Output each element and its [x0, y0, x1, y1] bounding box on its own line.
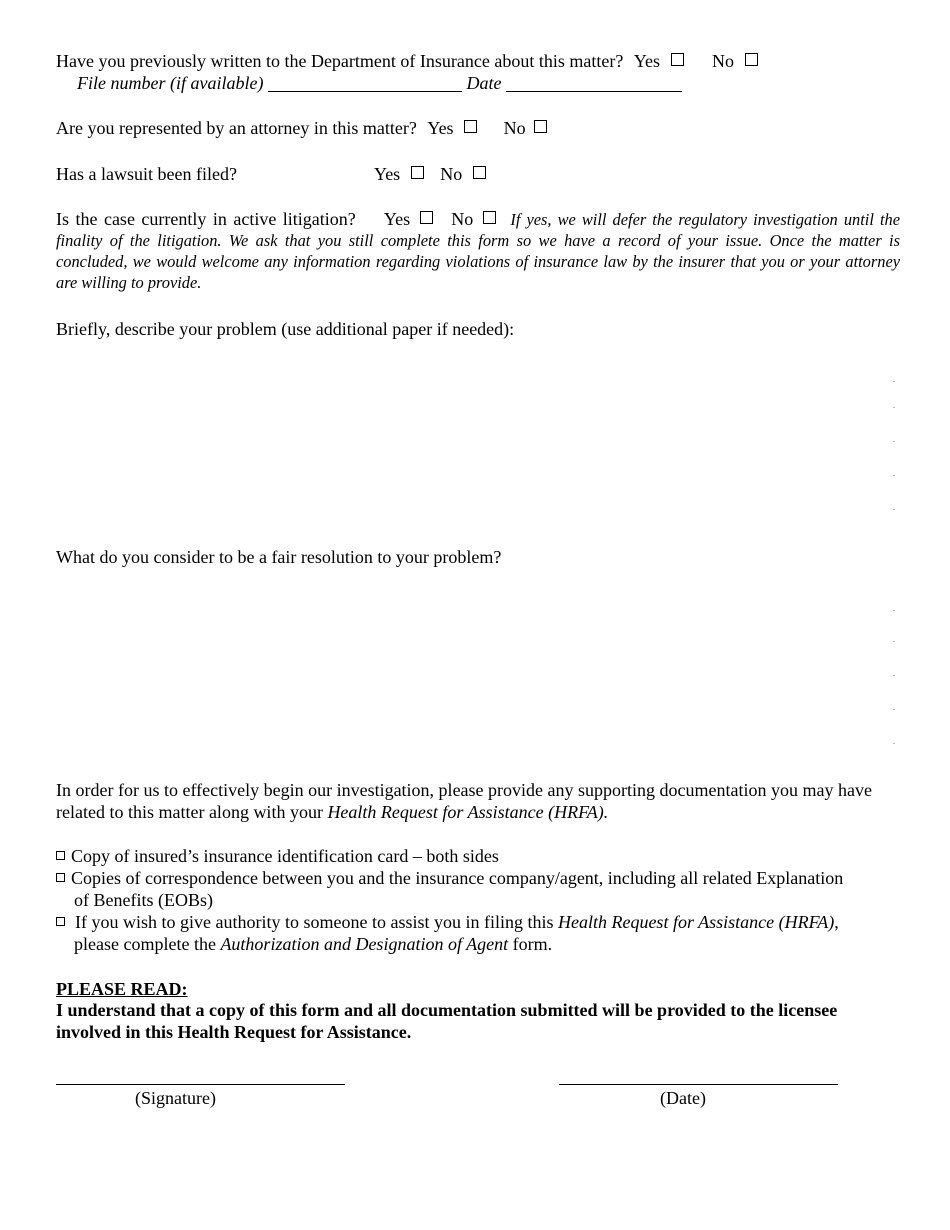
- q4-no-checkbox[interactable]: [483, 211, 496, 224]
- margin-dot: .: [893, 375, 895, 384]
- fair-resolution-area[interactable]: [56, 573, 896, 758]
- q2-no-checkbox[interactable]: [534, 120, 547, 133]
- question-attorney: Are you represented by an attorney in this matter? Yes No: [56, 117, 547, 139]
- please-read-heading: PLEASE READ:: [56, 979, 188, 999]
- question-active-litigation: Is the case currently in active litigation? Yes No If yes, we will defer the regulatory investigation until the finality of the litigation. We ask that you still complete this form so we have a record of your issue. Once the matter is concluded, we would welcome any information regarding violations of insurance law by the insurer that you or your attorney are willing to provide.: [56, 209, 900, 292]
- fair-resolution-label: What do you consider to be a fair resolution to your problem?: [56, 547, 502, 567]
- file-number-field[interactable]: [268, 75, 462, 92]
- question-previously-written: Have you previously written to the Department of Insurance about this matter? Yes No: [56, 50, 758, 72]
- question-lawsuit: Has a lawsuit been filed?: [56, 164, 237, 184]
- date-line[interactable]: [559, 1084, 838, 1085]
- checklist-box[interactable]: [56, 917, 65, 926]
- margin-dot: .: [893, 435, 895, 444]
- q3-yes-checkbox[interactable]: [411, 166, 424, 179]
- q1-yes-checkbox[interactable]: [671, 53, 684, 66]
- acknowledgement-statement: I understand that a copy of this form and all documentation submitted will be provided to the licensee involved in this Health Request for Assistance.: [56, 1000, 838, 1042]
- checklist-box[interactable]: [56, 873, 65, 882]
- signature-label: (Signature): [135, 1088, 216, 1108]
- margin-dot: .: [893, 469, 895, 478]
- date-label: (Date): [660, 1088, 706, 1108]
- margin-dot: .: [893, 401, 895, 410]
- describe-problem-area[interactable]: [56, 345, 896, 525]
- documentation-instructions: In order for us to effectively begin our investigation, please provide any supporting documentation you may have related to this matter along with your Health Request for Assistance (HRFA).: [56, 780, 872, 822]
- checklist-item-id-card: Copy of insured’s insurance identification card – both sides: [56, 845, 886, 867]
- margin-dot: .: [893, 669, 895, 678]
- margin-dot: .: [893, 635, 895, 644]
- margin-dot: .: [893, 737, 895, 746]
- file-number-row: File number (if available) Date: [77, 72, 682, 94]
- margin-dot: .: [893, 703, 895, 712]
- checklist-item-correspondence: Copies of correspondence between you and the insurance company/agent, including all related Explanation of Benefits (EOBs): [56, 867, 886, 911]
- q2-yes-checkbox[interactable]: [464, 120, 477, 133]
- q3-no-checkbox[interactable]: [473, 166, 486, 179]
- margin-dot: .: [893, 503, 895, 512]
- q1-no-checkbox[interactable]: [745, 53, 758, 66]
- signature-line[interactable]: [56, 1084, 345, 1085]
- checklist-box[interactable]: [56, 851, 65, 860]
- describe-problem-label: Briefly, describe your problem (use additional paper if needed):: [56, 319, 515, 339]
- litigation-note: If yes, we will defer the regulatory investigation until the finality of the litigation. We ask that you still complete this form so we have a record of your issue. Once the matter is concluded, we would welcome any information regarding violations of insurance law by the insurer that you or your attorney are willing to provide.: [56, 210, 900, 292]
- question-lawsuit-options: Yes No: [374, 163, 486, 185]
- checklist-item-authorization: If you wish to give authority to someone to assist you in filing this Health Request for Assistance (HRFA), please complete the Authorization and Designation of Agent form.: [56, 911, 886, 955]
- margin-dot: .: [893, 604, 895, 613]
- q4-yes-checkbox[interactable]: [420, 211, 433, 224]
- file-date-field[interactable]: [506, 75, 682, 92]
